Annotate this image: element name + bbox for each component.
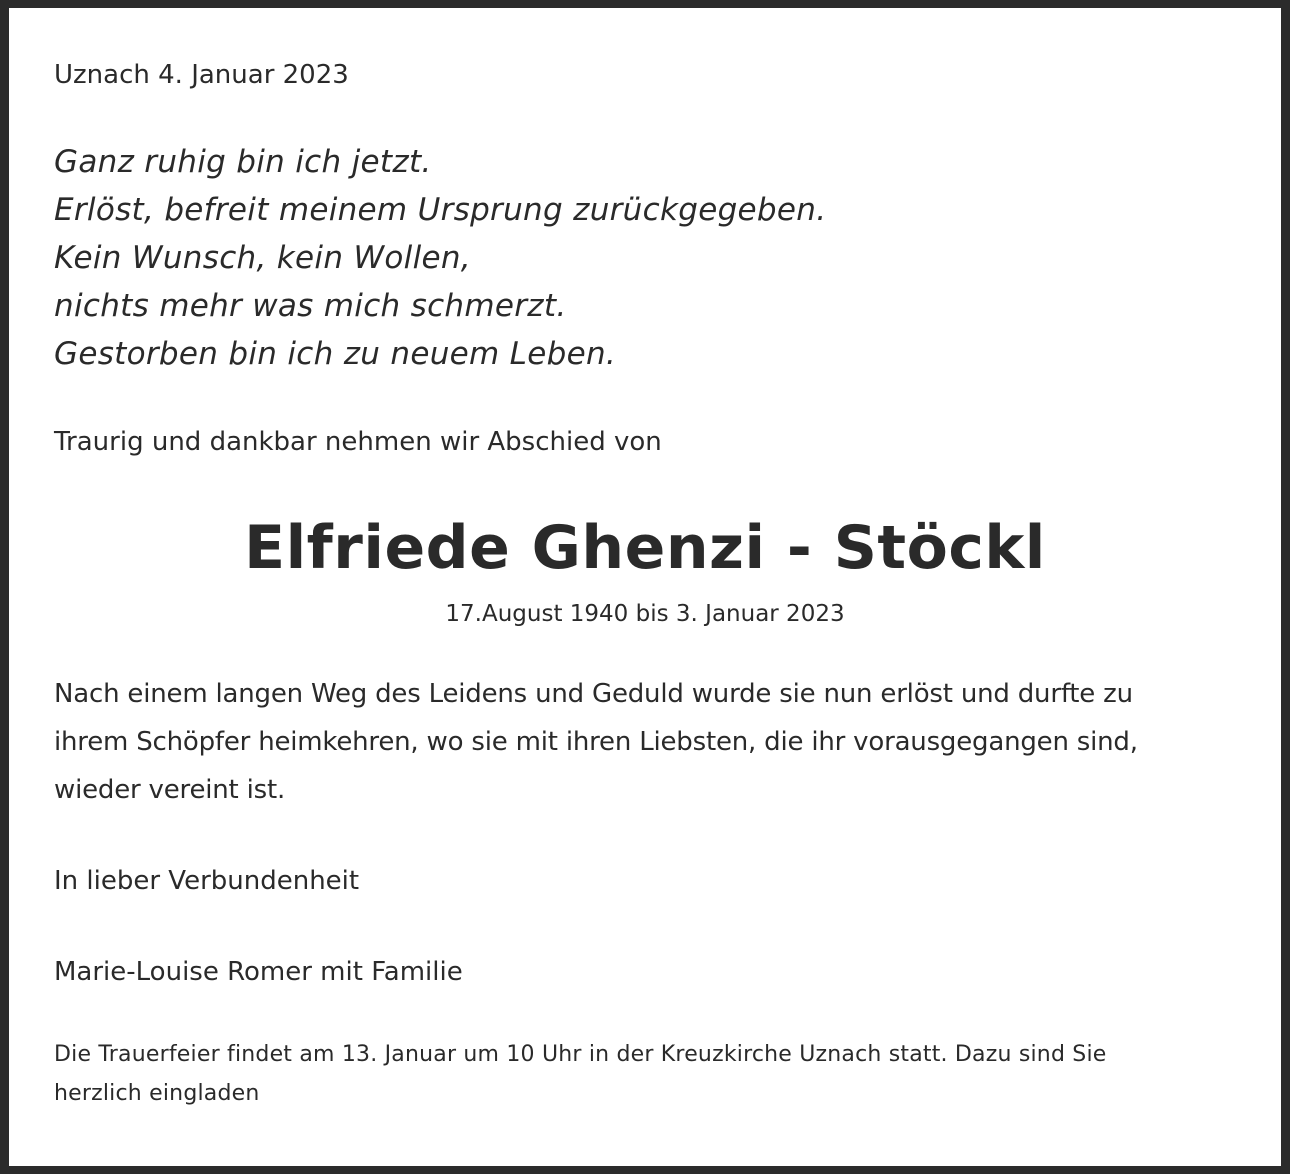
place-date: Uznach 4. Januar 2023 [54,60,349,90]
body-line: wieder vereint ist. [54,775,286,805]
closing-text: In lieber Verbundenheit [54,866,360,896]
body-line: ihrem Schöpfer heimkehren, wo sie mit ihren Liebsten, die ihr vorausgegangen sind, [54,727,1138,757]
poem-line: Ganz ruhig bin ich jetzt. [54,144,432,180]
poem-line: Kein Wunsch, kein Wollen, [54,240,471,276]
body-line: Nach einem langen Weg des Leidens und Geduld wurde sie nun erlöst und durfte zu [54,679,1133,709]
signature: Marie-Louise Romer mit Familie [54,957,463,987]
ceremony-notice [54,1035,1107,1113]
poem-line: nichts mehr was mich schmerzt. [54,288,567,324]
ceremony-line: Die Trauerfeier findet am 13. Januar um 10 Uhr in der Kreuzkirche Uznach statt. Dazu sind Sie [54,1042,1107,1067]
body-paragraph [54,670,1138,814]
deceased-name: Elfriede Ghenzi - Stöckl [244,513,1046,583]
poem-line: Gestorben bin ich zu neuem Leben. [54,336,617,372]
life-dates: 17.August 1940 bis 3. Januar 2023 [445,601,845,627]
intro-text: Traurig und dankbar nehmen wir Abschied von [54,427,662,457]
poem-line: Erlöst, befreit meinem Ursprung zurückgegeben. [54,192,827,228]
poem [54,138,826,378]
ceremony-line: herzlich eingladen [54,1081,260,1106]
